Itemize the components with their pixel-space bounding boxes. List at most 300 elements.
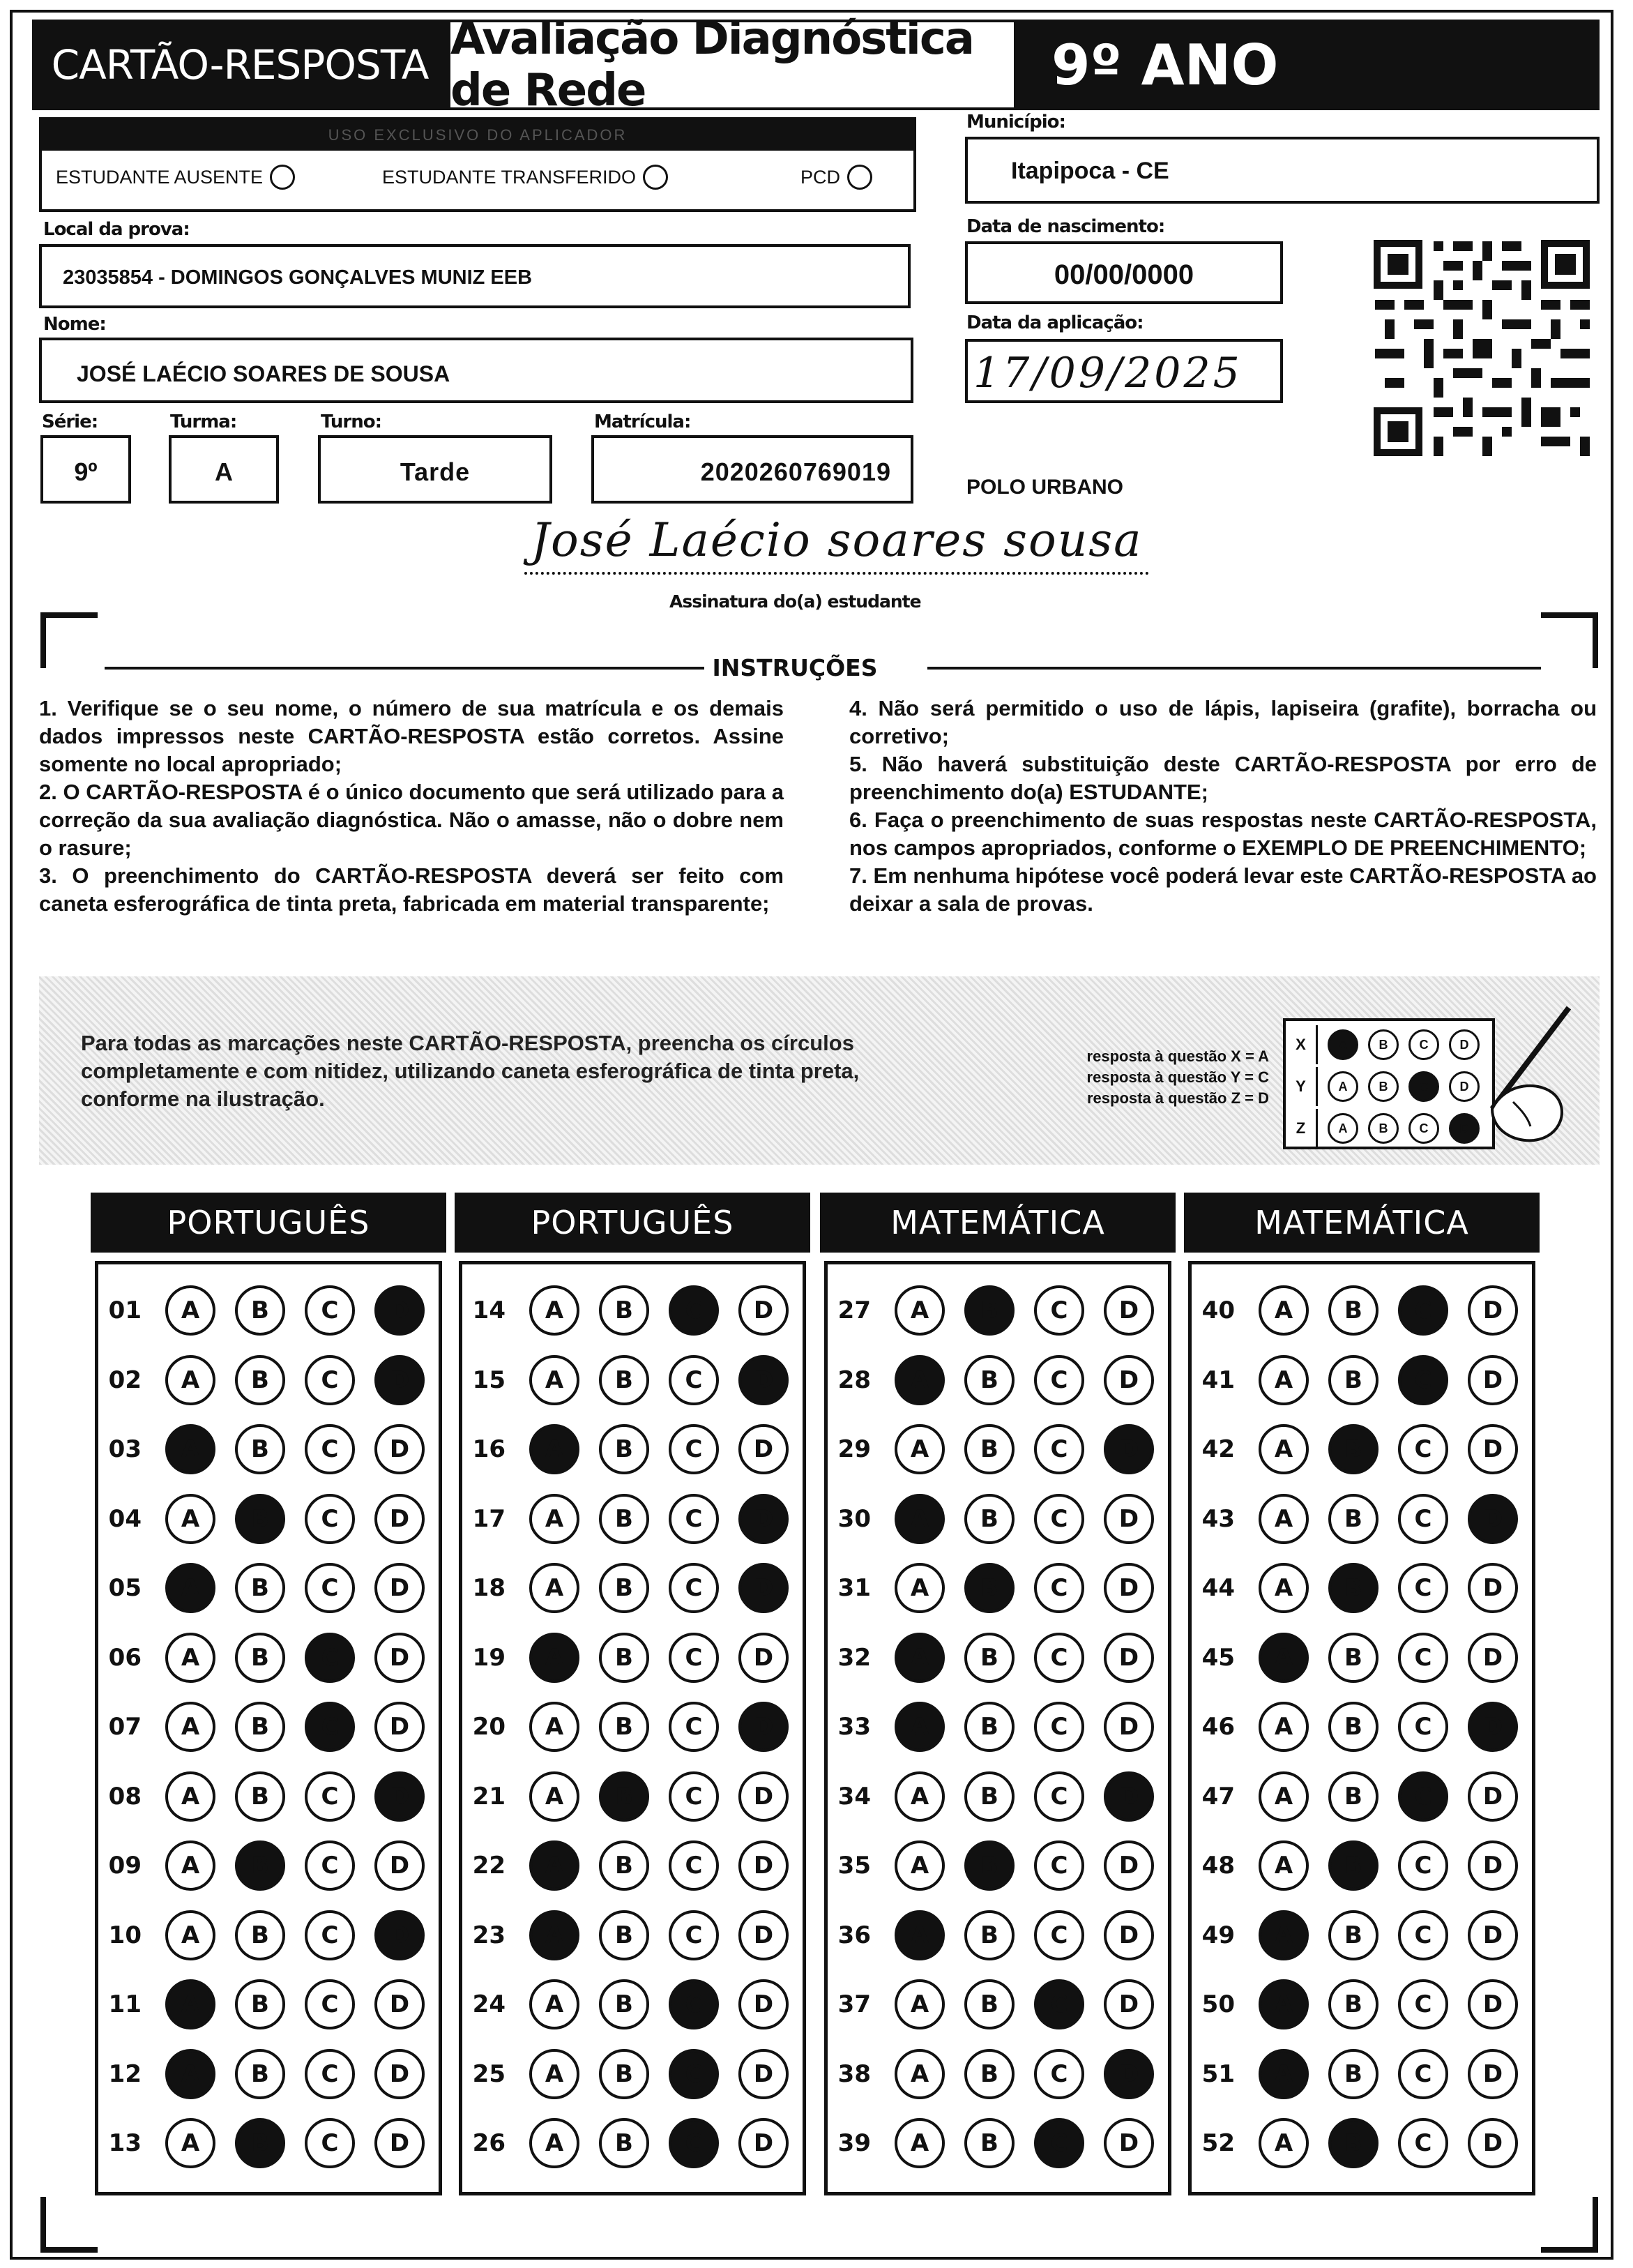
answer-bubble-d[interactable]: D: [374, 2049, 425, 2099]
question-row: [828, 1491, 1154, 1547]
answer-bubble-c[interactable]: C: [1398, 1910, 1448, 1960]
answer-bubble-a[interactable]: A: [165, 1424, 215, 1474]
serie-field: [40, 435, 131, 504]
question-number: 03: [108, 1435, 142, 1463]
question-number: 29: [837, 1435, 871, 1463]
answer-bubble-b[interactable]: B: [964, 1633, 1015, 1683]
answer-bubble-a[interactable]: A: [529, 1771, 579, 1822]
answer-bubble-d[interactable]: D: [738, 1771, 789, 1822]
answer-bubble-c[interactable]: C: [669, 1424, 719, 1474]
question-row: [462, 2046, 789, 2102]
answer-bubble-c[interactable]: C: [305, 1563, 355, 1613]
signature-area[interactable]: [488, 509, 1185, 579]
answer-bubble-d[interactable]: D: [738, 1702, 789, 1752]
transferred-circle[interactable]: [643, 165, 668, 190]
answer-bubble-c[interactable]: C: [305, 1494, 355, 1544]
answer-bubble-b[interactable]: B: [964, 1840, 1015, 1891]
nascimento-value: 00/00/0000: [1054, 259, 1194, 290]
answer-bubble-c[interactable]: C: [669, 1702, 719, 1752]
answer-bubble-c[interactable]: C: [1398, 1771, 1448, 1822]
answer-bubble-b[interactable]: B: [599, 1563, 649, 1613]
answer-bubble-c[interactable]: C: [305, 1840, 355, 1891]
legend-line: resposta à questão Z = D: [1086, 1089, 1269, 1107]
answer-bubble-a[interactable]: A: [895, 1979, 945, 2029]
answer-bubble-d[interactable]: D: [1104, 2118, 1154, 2168]
corner-mark: [40, 612, 98, 618]
answer-bubble-b[interactable]: B: [599, 1424, 649, 1474]
answer-bubble-a[interactable]: A: [1259, 2118, 1309, 2168]
question-number: 38: [837, 2059, 871, 2088]
answer-bubble-c[interactable]: C: [669, 1563, 719, 1613]
section-header: MATEMÁTICA: [820, 1193, 1176, 1253]
answer-bubble-d[interactable]: D: [1104, 1285, 1154, 1336]
absent-label: ESTUDANTE AUSENTE: [56, 166, 264, 188]
answer-bubble-d[interactable]: D: [1468, 1563, 1518, 1613]
answer-bubble-c[interactable]: C: [1034, 2118, 1084, 2168]
question-row: [98, 1491, 425, 1547]
answer-bubble-d[interactable]: D: [1468, 2049, 1518, 2099]
answer-bubble-a[interactable]: A: [529, 1702, 579, 1752]
answer-bubble-d[interactable]: D: [738, 1285, 789, 1336]
answer-bubble-c[interactable]: C: [305, 1285, 355, 1336]
answer-bubble-a[interactable]: A: [529, 1424, 579, 1474]
answer-bubble-b[interactable]: B: [964, 1771, 1015, 1822]
answer-bubble-b[interactable]: B: [1328, 1702, 1378, 1752]
grade-title: 9º ANO: [1017, 20, 1600, 110]
answer-bubble-a[interactable]: A: [895, 1910, 945, 1960]
answer-bubble-b[interactable]: B: [964, 1494, 1015, 1544]
answer-bubble-c[interactable]: C: [1034, 1979, 1084, 2029]
section-header: PORTUGUÊS: [455, 1193, 810, 1253]
answer-bubble-d[interactable]: D: [738, 1910, 789, 1960]
question-number: 02: [108, 1366, 142, 1394]
answer-bubble-d[interactable]: D: [1104, 2049, 1154, 2099]
answer-bubble-a[interactable]: A: [165, 1633, 215, 1683]
answer-bubble-a[interactable]: A: [895, 1285, 945, 1336]
answer-bubble-b[interactable]: B: [1328, 1771, 1378, 1822]
answer-bubble-c[interactable]: C: [1034, 2049, 1084, 2099]
answer-bubble-b[interactable]: B: [964, 1910, 1015, 1960]
question-number: 23: [472, 1921, 506, 1949]
question-number: 20: [472, 1713, 506, 1741]
answer-bubble-a[interactable]: A: [1259, 1979, 1309, 2029]
answer-bubble-d[interactable]: D: [1104, 1840, 1154, 1891]
instruction-item: 1. Verifique se o seu nome, o número de sua matrícula e os demais dados impressos neste CARTÃO-RESPOSTA estão corretos. Assine somente no local apropriado;: [39, 696, 784, 776]
example-bubble: B: [1368, 1113, 1399, 1144]
answer-bubble-d[interactable]: D: [1468, 1702, 1518, 1752]
answer-bubble-b[interactable]: B: [599, 1910, 649, 1960]
answer-bubble-a[interactable]: A: [529, 2049, 579, 2099]
answer-bubble-b[interactable]: B: [235, 1424, 285, 1474]
answer-bubble-b[interactable]: B: [599, 2118, 649, 2168]
answer-bubble-d[interactable]: D: [1468, 1910, 1518, 1960]
question-row: [462, 2115, 789, 2171]
instruction-item: 4. Não será permitido o uso de lápis, lapiseira (grafite), borracha ou corretivo;: [849, 696, 1597, 748]
answer-bubble-b[interactable]: B: [599, 1702, 649, 1752]
answer-bubble-d[interactable]: D: [374, 1771, 425, 1822]
answer-bubble-d[interactable]: D: [1104, 1355, 1154, 1405]
answer-bubble-d[interactable]: D: [1468, 1979, 1518, 2029]
example-row: [1286, 1109, 1480, 1148]
answer-bubble-a[interactable]: A: [1259, 1702, 1309, 1752]
answer-bubble-d[interactable]: D: [374, 1285, 425, 1336]
example-bubble: D: [1449, 1071, 1480, 1102]
answer-bubble-b[interactable]: B: [235, 1355, 285, 1405]
question-number: 25: [472, 2059, 506, 2088]
answer-bubble-d[interactable]: D: [1468, 2118, 1518, 2168]
answer-bubble-b[interactable]: B: [964, 2049, 1015, 2099]
municipio-field: [965, 137, 1600, 204]
answer-bubble-d[interactable]: D: [374, 1355, 425, 1405]
example-bubble: B: [1368, 1029, 1399, 1060]
answer-bubble-c[interactable]: C: [1034, 1563, 1084, 1613]
exam-title: Avaliação Diagnóstica de Rede: [448, 20, 1017, 110]
answer-bubble-a[interactable]: A: [529, 1494, 579, 1544]
answer-bubble-a[interactable]: A: [1259, 1563, 1309, 1613]
answer-bubble-a[interactable]: A: [529, 1563, 579, 1613]
answer-bubble-a[interactable]: A: [529, 1355, 579, 1405]
question-number: 01: [108, 1296, 142, 1324]
answer-bubble-b[interactable]: B: [235, 1910, 285, 1960]
answer-bubble-d[interactable]: D: [738, 1633, 789, 1683]
answer-bubble-c[interactable]: C: [1398, 2118, 1448, 2168]
answer-bubble-b[interactable]: B: [1328, 1563, 1378, 1613]
answer-bubble-d[interactable]: D: [738, 1979, 789, 2029]
answer-bubble-c[interactable]: C: [669, 1840, 719, 1891]
answer-bubble-d[interactable]: D: [1104, 1563, 1154, 1613]
answer-bubble-d[interactable]: D: [1468, 1633, 1518, 1683]
question-number: 33: [837, 1713, 871, 1741]
answer-bubble-d[interactable]: D: [1104, 1979, 1154, 2029]
answer-bubble-b[interactable]: B: [599, 1840, 649, 1891]
corner-mark: [40, 2197, 46, 2253]
answer-bubble-a[interactable]: A: [529, 1979, 579, 2029]
question-row: [98, 2115, 425, 2171]
answer-bubble-d[interactable]: D: [738, 1494, 789, 1544]
answer-bubble-c[interactable]: C: [1034, 1494, 1084, 1544]
answer-bubble-d[interactable]: D: [374, 1840, 425, 1891]
answer-bubble-b[interactable]: B: [235, 1563, 285, 1613]
answer-bubble-c[interactable]: C: [305, 2049, 355, 2099]
answer-bubble-c[interactable]: C: [1398, 1424, 1448, 1474]
answer-bubble-c[interactable]: C: [305, 1355, 355, 1405]
answer-bubble-b[interactable]: B: [1328, 1424, 1378, 1474]
local-field: [39, 244, 911, 308]
question-number: 32: [837, 1643, 871, 1672]
answer-bubble-b[interactable]: B: [1328, 2118, 1378, 2168]
nascimento-field: [965, 241, 1283, 304]
instruction-item: 7. Em nenhuma hipótese você poderá levar este CARTÃO-RESPOSTA ao deixar a sala de provas.: [849, 863, 1597, 916]
answer-bubble-b[interactable]: B: [1328, 1285, 1378, 1336]
answer-bubble-d[interactable]: D: [1104, 1633, 1154, 1683]
example-row-label: Z: [1286, 1109, 1318, 1148]
answer-bubble-a[interactable]: A: [165, 1494, 215, 1544]
answer-bubble-b[interactable]: B: [1328, 1979, 1378, 2029]
answer-bubble-a[interactable]: A: [1259, 2049, 1309, 2099]
pen-hand-icon: [1464, 1004, 1576, 1144]
answer-bubble-c[interactable]: C: [669, 1285, 719, 1336]
answer-bubble-d[interactable]: D: [738, 1563, 789, 1613]
answer-bubble-a[interactable]: A: [895, 1702, 945, 1752]
answer-bubble-b[interactable]: B: [1328, 1840, 1378, 1891]
example-bubble: A: [1328, 1029, 1358, 1060]
answer-bubble-c[interactable]: C: [1398, 1702, 1448, 1752]
answer-bubble-d[interactable]: D: [1104, 1494, 1154, 1544]
answer-bubble-c[interactable]: C: [1398, 1563, 1448, 1613]
answer-bubble-d[interactable]: D: [374, 1633, 425, 1683]
answer-bubble-b[interactable]: B: [599, 1633, 649, 1683]
answer-bubble-b[interactable]: B: [964, 1979, 1015, 2029]
answer-bubble-a[interactable]: A: [895, 1494, 945, 1544]
answer-bubble-a[interactable]: A: [895, 1771, 945, 1822]
answer-bubble-a[interactable]: A: [165, 1355, 215, 1405]
question-row: [1192, 1699, 1518, 1755]
answer-bubble-d[interactable]: D: [738, 1355, 789, 1405]
question-row: [98, 1283, 425, 1338]
answer-bubble-a[interactable]: A: [895, 1355, 945, 1405]
answer-bubble-d[interactable]: D: [1104, 1910, 1154, 1960]
question-row: [1192, 1421, 1518, 1477]
question-row: [828, 1352, 1154, 1408]
answer-bubble-b[interactable]: B: [1328, 1910, 1378, 1960]
answer-bubble-c[interactable]: C: [669, 1910, 719, 1960]
answer-bubble-b[interactable]: B: [235, 2049, 285, 2099]
answer-bubble-b[interactable]: B: [964, 1285, 1015, 1336]
answer-bubble-a[interactable]: A: [895, 2118, 945, 2168]
answer-bubble-c[interactable]: C: [1398, 1979, 1448, 2029]
answer-bubble-c[interactable]: C: [669, 1979, 719, 2029]
pcd-option[interactable]: [800, 165, 872, 190]
answer-bubble-c[interactable]: C: [1034, 1840, 1084, 1891]
answer-bubble-b[interactable]: B: [964, 2118, 1015, 2168]
answer-bubble-b[interactable]: B: [599, 1355, 649, 1405]
question-row: [1192, 2046, 1518, 2102]
answer-bubble-c[interactable]: C: [1034, 1910, 1084, 1960]
answer-bubble-c[interactable]: C: [1034, 1355, 1084, 1405]
answer-bubble-d[interactable]: D: [1104, 1771, 1154, 1822]
answer-bubble-b[interactable]: B: [964, 1355, 1015, 1405]
question-number: 39: [837, 2129, 871, 2157]
answer-bubble-c[interactable]: C: [1034, 1424, 1084, 1474]
answer-bubble-a[interactable]: A: [1259, 1910, 1309, 1960]
answer-bubble-d[interactable]: D: [738, 2049, 789, 2099]
answer-bubble-a[interactable]: A: [529, 1285, 579, 1336]
answer-bubble-d[interactable]: D: [1468, 1355, 1518, 1405]
example-row: [1286, 1067, 1480, 1106]
answer-bubble-b[interactable]: B: [235, 1840, 285, 1891]
question-row: [828, 1283, 1154, 1338]
answer-bubble-b[interactable]: B: [235, 1771, 285, 1822]
instruction-item: 5. Não haverá substituição deste CARTÃO-RESPOSTA por erro de preenchimento do(a) ESTUDANTE;: [849, 752, 1597, 804]
answer-bubble-a[interactable]: A: [165, 1563, 215, 1613]
answer-bubble-b[interactable]: B: [1328, 1633, 1378, 1683]
question-number: 27: [837, 1296, 871, 1324]
answer-bubble-a[interactable]: A: [895, 1563, 945, 1613]
answer-bubble-a[interactable]: A: [1259, 1285, 1309, 1336]
answer-bubble-a[interactable]: A: [165, 1840, 215, 1891]
answer-bubble-b[interactable]: B: [599, 1285, 649, 1336]
answer-bubble-d[interactable]: D: [1468, 1424, 1518, 1474]
answer-bubble-b[interactable]: B: [1328, 2049, 1378, 2099]
answer-bubble-b[interactable]: B: [235, 1494, 285, 1544]
answer-bubble-a[interactable]: A: [895, 1840, 945, 1891]
answer-bubble-c[interactable]: C: [305, 2118, 355, 2168]
answer-bubble-b[interactable]: B: [599, 1979, 649, 2029]
answer-bubble-d[interactable]: D: [1468, 1771, 1518, 1822]
aplicacao-value: 17/09/2025: [973, 349, 1243, 398]
answer-bubble-a[interactable]: A: [529, 2118, 579, 2168]
answer-bubble-d[interactable]: D: [374, 1494, 425, 1544]
answer-bubble-b[interactable]: B: [235, 2118, 285, 2168]
divider: [927, 667, 1541, 670]
answer-bubble-b[interactable]: B: [599, 1494, 649, 1544]
answer-bubble-a[interactable]: A: [165, 1979, 215, 2029]
answer-bubble-a[interactable]: A: [895, 2049, 945, 2099]
question-number: 08: [108, 1782, 142, 1810]
answer-bubble-c[interactable]: C: [1398, 1840, 1448, 1891]
example-row-label: Y: [1286, 1067, 1318, 1106]
answer-bubble-c[interactable]: C: [305, 1702, 355, 1752]
answer-bubble-c[interactable]: C: [305, 1979, 355, 2029]
answer-bubble-a[interactable]: A: [1259, 1424, 1309, 1474]
answer-bubble-a[interactable]: A: [529, 1910, 579, 1960]
answer-bubble-d[interactable]: D: [1468, 1840, 1518, 1891]
question-row: [98, 1976, 425, 2032]
example-bubble: A: [1328, 1113, 1358, 1144]
answer-bubble-c[interactable]: C: [305, 1633, 355, 1683]
question-number: 22: [472, 1852, 506, 1880]
corner-mark: [1593, 612, 1598, 668]
transferred-option[interactable]: [382, 165, 668, 190]
answer-bubble-c[interactable]: C: [1034, 1285, 1084, 1336]
answer-bubble-d[interactable]: D: [738, 2118, 789, 2168]
absent-option[interactable]: [56, 165, 295, 190]
pcd-circle[interactable]: [847, 165, 872, 190]
answer-bubble-c[interactable]: C: [1398, 2049, 1448, 2099]
question-row: [828, 1699, 1154, 1755]
instructions-left: [39, 695, 784, 918]
absent-circle[interactable]: [270, 165, 295, 190]
question-row: [98, 1907, 425, 1963]
answer-bubble-a[interactable]: A: [165, 1285, 215, 1336]
answer-bubble-b[interactable]: B: [1328, 1355, 1378, 1405]
answer-bubble-c[interactable]: C: [669, 1771, 719, 1822]
answer-bubble-d[interactable]: D: [1468, 1494, 1518, 1544]
question-row: [98, 1838, 425, 1893]
answer-bubble-c[interactable]: C: [669, 1633, 719, 1683]
question-row: [98, 1699, 425, 1755]
answer-panel: [824, 1261, 1171, 2195]
answer-bubble-a[interactable]: A: [895, 1424, 945, 1474]
answer-bubble-b[interactable]: B: [235, 1285, 285, 1336]
serie-label: Série:: [42, 411, 98, 432]
answer-bubble-a[interactable]: A: [1259, 1633, 1309, 1683]
answer-bubble-c[interactable]: C: [1398, 1285, 1448, 1336]
question-number: 41: [1201, 1366, 1235, 1394]
answer-bubble-d[interactable]: D: [374, 1702, 425, 1752]
question-number: 26: [472, 2129, 506, 2157]
answer-bubble-d[interactable]: D: [1104, 1702, 1154, 1752]
answer-bubble-c[interactable]: C: [1034, 1702, 1084, 1752]
answer-bubble-b[interactable]: B: [964, 1702, 1015, 1752]
answer-bubble-d[interactable]: D: [374, 1563, 425, 1613]
answer-bubble-c[interactable]: C: [305, 1424, 355, 1474]
answer-bubble-b[interactable]: B: [235, 1702, 285, 1752]
corner-mark: [40, 2247, 98, 2253]
answer-bubble-d[interactable]: D: [1468, 1285, 1518, 1336]
answer-bubble-a[interactable]: A: [165, 2049, 215, 2099]
legend-line: resposta à questão Y = C: [1086, 1068, 1269, 1086]
question-number: 34: [837, 1782, 871, 1810]
answer-bubble-c[interactable]: C: [1034, 1633, 1084, 1683]
question-number: 09: [108, 1852, 142, 1880]
answer-bubble-c[interactable]: C: [1034, 1771, 1084, 1822]
answer-bubble-c[interactable]: C: [669, 2118, 719, 2168]
answer-bubble-a[interactable]: A: [165, 1771, 215, 1822]
answer-bubble-a[interactable]: A: [1259, 1840, 1309, 1891]
answer-bubble-a[interactable]: A: [895, 1633, 945, 1683]
answer-bubble-b[interactable]: B: [599, 2049, 649, 2099]
question-number: 48: [1201, 1852, 1235, 1880]
question-number: 12: [108, 2059, 142, 2088]
example-bubble: D: [1449, 1113, 1480, 1144]
corner-mark: [1541, 612, 1598, 618]
answer-bubble-c[interactable]: C: [669, 1494, 719, 1544]
answer-bubble-a[interactable]: A: [165, 1702, 215, 1752]
answer-bubble-d[interactable]: D: [374, 1979, 425, 2029]
answer-bubble-a[interactable]: A: [1259, 1494, 1309, 1544]
answer-bubble-c[interactable]: C: [1398, 1494, 1448, 1544]
answer-bubble-a[interactable]: A: [165, 2118, 215, 2168]
answer-bubble-b[interactable]: B: [964, 1563, 1015, 1613]
question-row: [1192, 1560, 1518, 1616]
answer-bubble-c[interactable]: C: [669, 2049, 719, 2099]
answer-bubble-c[interactable]: C: [1398, 1633, 1448, 1683]
signature-label: Assinatura do(a) estudante: [669, 591, 921, 612]
answer-bubble-d[interactable]: D: [738, 1840, 789, 1891]
qr-code: [1371, 237, 1593, 459]
answer-bubble-b[interactable]: B: [964, 1424, 1015, 1474]
answer-bubble-d[interactable]: D: [374, 1910, 425, 1960]
question-row: [1192, 1283, 1518, 1338]
answer-bubble-c[interactable]: C: [1398, 1355, 1448, 1405]
question-number: 37: [837, 1990, 871, 2018]
answer-bubble-b[interactable]: B: [235, 1979, 285, 2029]
answer-bubble-b[interactable]: B: [599, 1771, 649, 1822]
question-number: 30: [837, 1504, 871, 1533]
answer-bubble-a[interactable]: A: [1259, 1355, 1309, 1405]
question-row: [98, 1630, 425, 1686]
answer-bubble-c[interactable]: C: [669, 1355, 719, 1405]
answer-bubble-b[interactable]: B: [1328, 1494, 1378, 1544]
answer-bubble-a[interactable]: A: [529, 1840, 579, 1891]
answer-bubble-a[interactable]: A: [165, 1910, 215, 1960]
card-title: CARTÃO-RESPOSTA: [32, 20, 448, 110]
answer-bubble-c[interactable]: C: [305, 1771, 355, 1822]
question-row: [1192, 1769, 1518, 1824]
answer-bubble-c[interactable]: C: [305, 1910, 355, 1960]
answer-bubble-d[interactable]: D: [738, 1424, 789, 1474]
answer-bubble-a[interactable]: A: [529, 1633, 579, 1683]
question-number: 28: [837, 1366, 871, 1394]
answer-bubble-a[interactable]: A: [1259, 1771, 1309, 1822]
answer-bubble-d[interactable]: D: [374, 1424, 425, 1474]
answer-bubble-d[interactable]: D: [1104, 1424, 1154, 1474]
instructions-title: INSTRUÇÕES: [712, 654, 878, 681]
answer-bubble-b[interactable]: B: [235, 1633, 285, 1683]
question-number: 11: [108, 1990, 142, 2018]
answer-bubble-d[interactable]: D: [374, 2118, 425, 2168]
